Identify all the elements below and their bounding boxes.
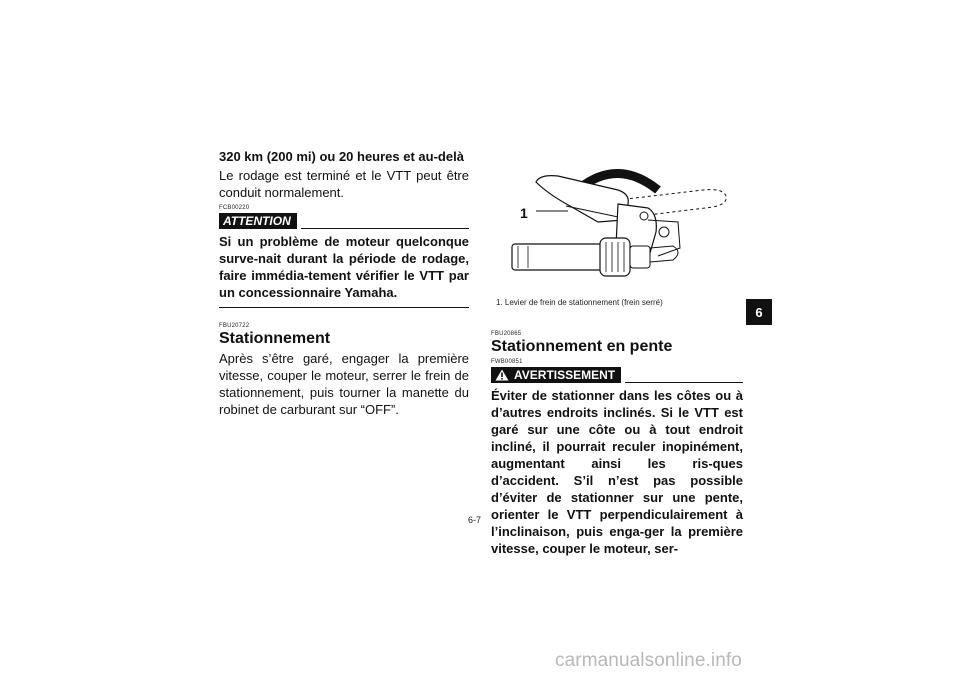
caution-text: Si un problème de moteur quelconque surve-nait durant la période de rodage, faire immédia-tement vérifier le VTT par un concessionnaire Yamaha. [219,234,469,300]
warning-label-box [491,367,621,383]
caution-label: ATTENTION [219,213,297,229]
breakin-intro: Le rodage est terminé et le VTT peut être conduit normalement. [219,168,469,200]
watermark: carmanualsonline.info [555,650,742,671]
left-column [219,148,469,418]
warning-header [491,367,743,383]
warning-text: Éviter de stationner dans les côtes ou à d’autres endroits inclinés. Si le VTT est garé sur une côte ou à tout endroit incliné, il pourrait reculer inopinément, augmentant ainsi les ris-ques d’accident. S’il n’est pas possible d’éviter de stationner sur une pente, orienter le VTT perpendiculairement à l’inclinaison, puis enga-ger la première vitesse, couper le moteur, ser- [491,388,743,556]
caution-header [219,213,469,229]
figure-callout-1: 1 [520,205,528,221]
figure-caption: 1. Levier de frein de stationnement (frein serré) [496,298,663,307]
parking-text: Après s’être garé, engager la première vitesse, couper le moteur, serrer le frein de stationnement, puis tourner la manette du robinet de carburant sur “OFF”. [219,351,469,417]
warning-triangle-icon [495,369,509,381]
warning-label: AVERTISSEMENT [514,368,616,382]
breakin-subtitle: 320 km (200 mi) ou 20 heures et au-delà [219,149,464,164]
caution-code: FCB00220 [219,205,250,211]
slope-title: Stationnement en pente [491,338,673,355]
right-column [491,330,743,557]
page-number: 6-7 [468,515,482,525]
brake-lever-illustration [498,160,763,292]
parking-section-code: FBU20722 [219,323,250,329]
chapter-tab: 6 [746,299,772,325]
caution-rule [301,227,469,229]
warning-code: FWB00851 [491,359,523,365]
slope-section-code: FBU20865 [491,331,522,337]
caution-bottom-rule [219,307,469,308]
parking-title: Stationnement [219,330,331,347]
warning-rule [625,381,743,383]
